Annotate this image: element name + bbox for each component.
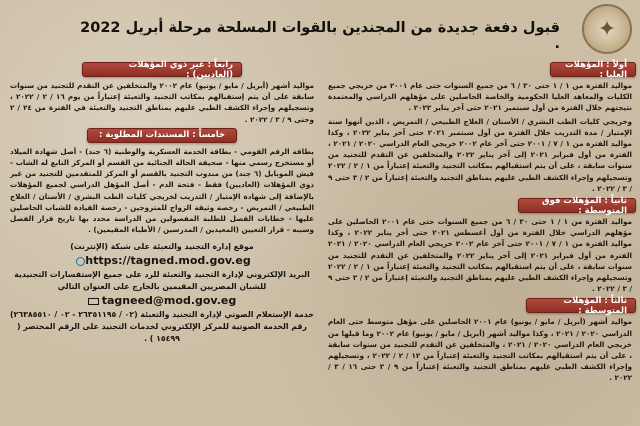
section-header-fifth: خامساً : المستندات المطلوبة : <box>87 128 237 143</box>
globe-icon <box>76 257 85 266</box>
hotline-label: خدمة الإستعلام الصوتي لإدارة التجنيد والتعبئة (٠٢ / ٢٦٣٥١١٩٥ - ٠٢ / ٢٦٣٨٥٥١٠) <box>10 310 314 320</box>
section-header-first: أولاً : المؤهلات العليا : <box>550 62 636 77</box>
website-link[interactable]: https://tagned.mod.gov.eg <box>6 253 318 269</box>
section-first-paragraph-1: مواليد الفترة من ١ / ١ حتى ٣٠ / ٦ من جميع السنوات حتى عام ٢٠٠١ من خريجي جميع الكليات والمعاهد العليا الحكومية والخاصة الحاصلين على مؤهلهم الدراسي والمعتمدة نتيجتهم خلال الفترة من أول سبتمبر ٢٠٢١ حتى آخر يناير ٢٠٢٢ . <box>328 81 633 113</box>
right-column <box>324 59 636 422</box>
email-link[interactable]: tagneed@mod.gov.eg <box>6 293 318 309</box>
section-first-paragraph-2: وخريجي كليات الطب البشري / الأسنان / العلاج الطبيعي / التمريض ، الذين أنهوا سنة الإمتياز / مدة التدريب خلال الفترة من أول سبتمبر ٢٠٢١ حتى آخر يناير ٢٠٢٢ ، وكذا مواليد الفترة من ١ / ٧ / ٢٠٠١ حتى آخر عام ٢٠٠٢ خريجي العام الدراسي ٢٠٢٠ / ٢٠٢١ ، الفترة من أول فبراير ٢٠٢١ إلى آخر يناير ٢٠٢٢ والمتخلفين عن التقدم للتجنيد من سنوات سابقة ، على أن يتم استقبالهم بمكاتب التجنيد والتعبئة إعتباراً من ١ / ٢ / ٢٠٢٢ وتسجيلهم وإجراء الكشف الطبي عليهم بمناطق التجنيد والتعبئة إعتباراً من ٢ / ٣ حتى ٩ / ٣ / ٢٠٢٢ . <box>328 116 633 193</box>
sms-label: رقم الخدمة الصوتية للمركز الإلكتروني لخدمات التجنيد على الرقم المختصر ( ١٥٤٩٩ ) . <box>16 322 308 344</box>
military-emblem-icon: ✦ <box>582 4 632 54</box>
page-header <box>0 0 640 58</box>
left-column <box>6 59 318 422</box>
website-label: موقع إدارة التجنيد والتعبئة على شبكة (الإنترنت) <box>70 242 254 252</box>
page-title: قبول دفعة جديدة من المجندين بالقوات المسلحة مرحلة أبريل 2022 . <box>80 20 560 52</box>
section-second-paragraph: مواليد الفترة من ١ / ١ حتى ٣٠ / ٦ من جميع السنوات حتى عام ٢٠٠١ الحاصلين على مؤهلهم الدراسي خلال الفترة من أول أغسطس ٢٠٢١ حتى آخر يناير ٢٠٢٢ ، وكذا مواليد الفترة من ١ / ٧ / ٢٠٠١ حتى آخر عام ٢٠٠٢ خريجي العام الدراسي ٢٠٢٠ / ٢٠٢١ الفترة من أول فبراير ٢٠٢١ إلى آخر يناير ٢٠٢٢ والمتخلفين عن التقدم للتجنيد من سنوات سابقة ، على أن يتم استقبالهم بمكاتب التجنيد والتعبئة إعتباراً من ١ / ٢ / ٢٠٢٢ وتسجيلهم وإجراء الكشف الطبي عليهم بمناطق التجنيد والتعبئة إعتباراً من ٢ / ٣ حتى ٩ / ٣ / ٢٠٢٢ . <box>328 217 633 294</box>
section-fifth-paragraph: بطاقة الرقم القومي - بطاقة الخدمة العسكرية والوطنية (٦ جند) - أصل شهادة الميلاد أو مستخرج رسمي منها - صحيفة الحالة الجنائية من القسم أو المركز التابع له الشاب - فيش الموبايل (٦ جند) من مندوب التجنيد بالقسم أو المركز للمتقدمين للتجنيد من غير ذوي المؤهلات (العاديين) فقط - فتحة الدم - أصل المؤهل الدراسي لجميع المؤهلات بالإضافة إلى شهادة الإمتياز / التدريب لخريجي كليات الطب البشري / الأسنان / العلاج الطبيعي / التمريض - رخصة وثيقة الزواج للمتزوجين - رخصة القيادة للشباب الحاصلين عليها - خطابات الفصل للطلبة المفصولين من الدراسة محدد بها تاريخ قرار الفصل وسببه - قرار التعيين (المعيدين / المدرسين / الأطباء المقيمين) . <box>10 146 314 235</box>
section-third-paragraph: مواليد أشهر (أبريل / مايو / يونيو) عام ٢٠٠١ الحاصلين على مؤهل متوسط حتى العام الدراسي ٢٠٢٠ / ٢٠٢١ ، وكذا مواليد أشهر (أبريل / مايو / يونيو) عام ٢٠٠٢ وما قبلها من خريجي العام الدراسي ٢٠٢٠ / ٢٠٢١ ، والمتخلفين عن التقدم للتجنيد من سنوات سابقة ، على أن يتم استقبالهم بمكاتب التجنيد والتعبئة إعتباراً من ١٢ / ٢ / ٢٠٢٢ ، وتسجيلهم وإجراء الكشف الطبي عليهم بمناطق التجنيد والتعبئة إعتباراً من ٩ / ٣ حتى ١٦ / ٣ / ٢٠٢٢ . <box>328 317 632 383</box>
email-label: البريد الإلكتروني لإدارة التجنيد والتعبئة للرد على جميع الإستفسارات التجنيدية للشبان المصريين المقيمين بالخارج على العنوان التالي <box>14 270 310 292</box>
section-header-fourth: رابعاً : غير ذوي المؤهلات (العاديين) : <box>82 62 242 77</box>
section-fourth-paragraph: مواليد أشهر (أبريل / مايو / يونيو) عام ٢٠٠٢ والمتخلفين عن التقدم للتجنيد من سنوات سابقة على أن يتم إستقبالهم بمكاتب التجنيد والتعبئة إعتباراً من يوم ١٦ / ٢ / ٢٠٢٢ ، وتسجيلهم وإجراء الكشف الطبي عليهم بمناطق التجنيد والتعبئة في الفترة من ٢٤ / ٢ وحتى ٩ / ٣ / ٢٠٢٢ . <box>10 81 315 124</box>
mail-icon <box>88 298 99 305</box>
contact-info <box>6 237 318 345</box>
section-header-third: ثالثاً : المؤهلات المتوسطة : <box>526 298 636 313</box>
section-header-second: ثانياً : المؤهلات فوق المتوسطة : <box>518 198 636 213</box>
